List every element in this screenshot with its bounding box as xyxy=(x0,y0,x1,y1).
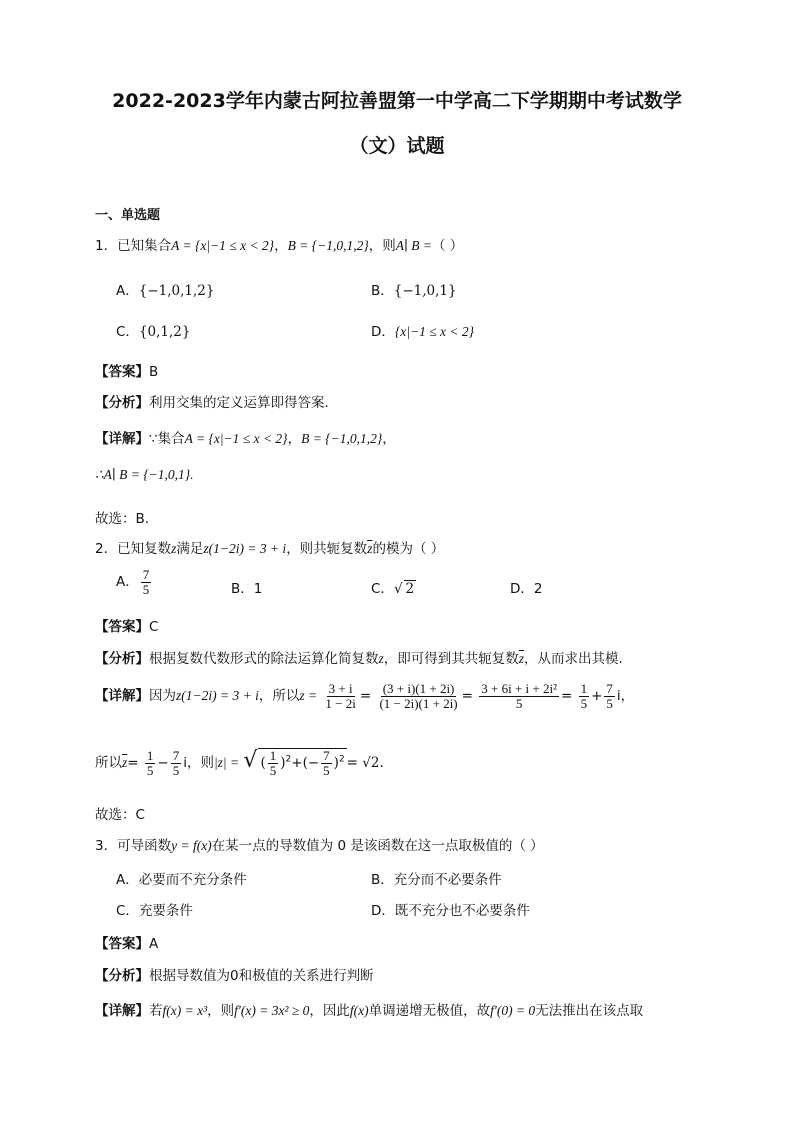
q2-detail-line2: 所以$\overline{z}=$ $\frac{1}{5}$ − $\frac{7}{5}$ i，则|z| = √ ( $\frac{1}{5}$ )$^2$+(− $\frac{7}{5}$ )$^2$ = √2. xyxy=(95,748,384,778)
q1-option-d: D．{x|−1 ≤ x < 2} xyxy=(371,324,475,340)
q2-stem: 2．已知复数z满足z(1−2i) = 3 + i，则共轭复数$\overline{z}$的模为（ ） xyxy=(95,541,445,557)
q2-analysis: 【分析】根据复数代数形式的除法运算化简复数z，即可得到其共轭复数$\overline{z}$，从而求出其模. xyxy=(95,651,623,667)
q3-stem: 3．可导函数y = f(x)在某一点的导数值为 0 是该函数在这一点取极值的（ ） xyxy=(95,838,544,854)
q3-option-d: D．既不充分也不必要条件 xyxy=(371,903,530,919)
q2-option-d: D．2 xyxy=(510,581,543,597)
q1-conclusion: 故选：B. xyxy=(95,511,150,527)
q1-answer: 【答案】B xyxy=(95,364,159,380)
q1-option-a: A．{−1,0,1,2} xyxy=(116,283,215,299)
q1-analysis: 【分析】利用交集的定义运算即得答案. xyxy=(95,395,329,411)
q1-detail: 【详解】∵集合A = {x|−1 ≤ x < 2}，B = {−1,0,1,2}， xyxy=(95,431,396,447)
q3-detail: 【详解】若f(x) = x³，则f′(x) = 3x² ≥ 0，因此f(x)单调递增无极值，故f′(0) = 0无法推出在该点取 xyxy=(95,1003,644,1019)
q3-answer: 【答案】A xyxy=(95,936,159,952)
q3-option-a: A．必要而不充分条件 xyxy=(116,872,247,888)
q2-option-c: C．√ 2 xyxy=(371,581,415,597)
q3-option-b: B．充分而不必要条件 xyxy=(371,872,502,888)
q1-result: ∴A∣ B = {−1,0,1}. xyxy=(95,467,194,482)
section-heading: 一、单选题 xyxy=(95,208,161,223)
q1-option-c: C．{0,1,2} xyxy=(116,324,191,340)
q3-option-c: C．充要条件 xyxy=(116,903,193,919)
q2-conclusion: 故选：C xyxy=(95,807,145,823)
q1-stem: 1．已知集合A = {x|−1 ≤ x < 2}，B = {−1,0,1,2}，则A∣ B =（ ） xyxy=(95,238,464,254)
page-title: 2022-2023学年内蒙古阿拉善盟第一中学高二下学期期中考试数学 xyxy=(112,90,682,112)
q2-detail: 【详解】因为z(1−2i) = 3 + i，所以z = $\frac{3 + i}{1 - 2i}$ = $\frac{(3 + i)(1 + 2i)}{(1 - 2i)(1 + 2i)}$ = $\frac{\text{3 + 6i + i + 2i²}}{5}$ = $\frac{1}{5}$ + $\frac{7}{5}$ i， xyxy=(95,681,635,711)
q1-option-b: B．{−1,0,1} xyxy=(371,283,457,299)
q3-analysis: 【分析】根据导数值为0和极值的关系进行判断 xyxy=(95,968,374,984)
page-subtitle: （文）试题 xyxy=(349,135,445,157)
q2-option-a: A． $\frac{7}{5}$ xyxy=(116,567,150,597)
q2-answer: 【答案】C xyxy=(95,619,159,635)
q2-option-b: B．1 xyxy=(231,581,263,597)
